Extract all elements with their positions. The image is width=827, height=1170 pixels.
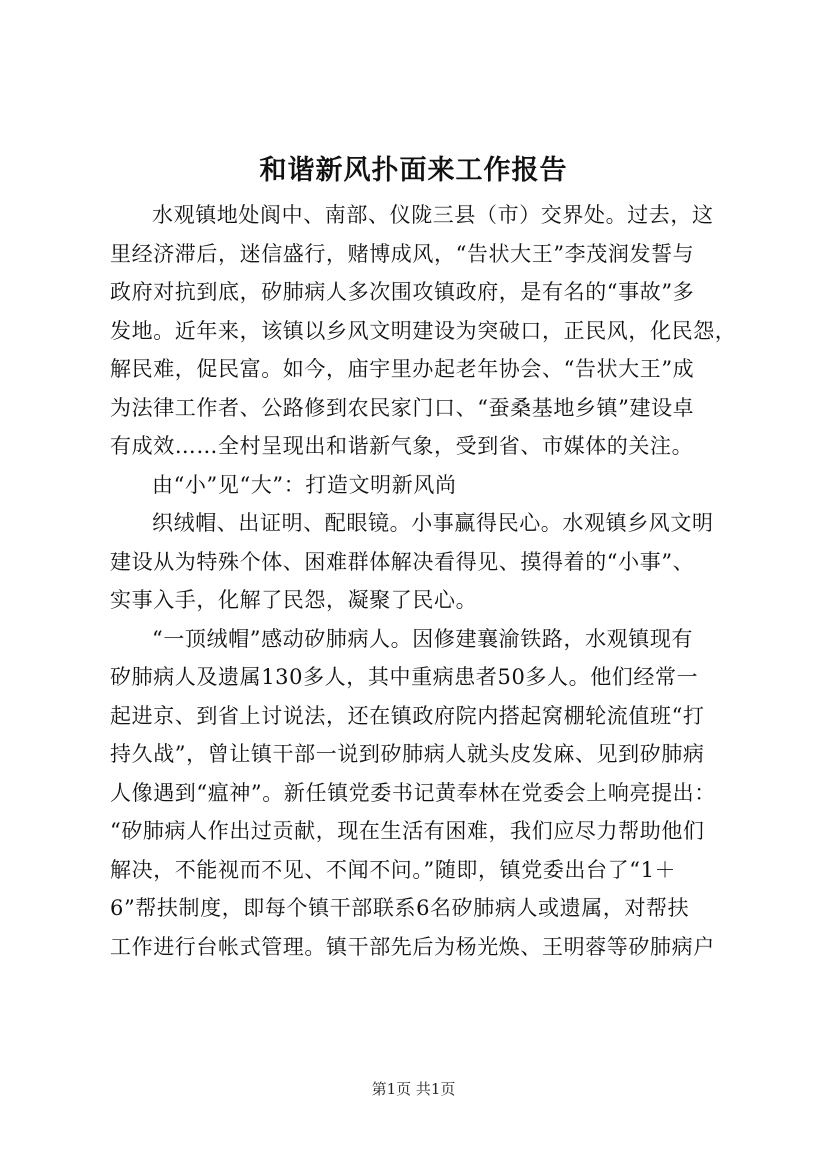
paragraph-line: 解决，不能视而不见、不闻不问。”随即，镇党委出台了“1＋	[110, 857, 677, 882]
paragraph-line: 持久战”，曾让镇干部一说到矽肺病人就头皮发麻、见到矽肺病	[110, 742, 705, 766]
paragraph-line: 有成效……全村呈现出和谐新气象，受到省、市媒体的关注。	[110, 434, 694, 458]
section-heading: 由“小”见“大”：打造文明新风尚	[152, 472, 457, 497]
paragraph-line: “一顶绒帽”感动矽肺病人。因修建襄渝铁路，水观镇现有	[152, 626, 694, 651]
paragraph-line: 为法律工作者、公路修到农民家门口、“蚕桑基地乡镇”建设卓	[110, 395, 695, 420]
paragraph-line: 建设从为特殊个体、困难群体解决看得见、摸得着的“小事”、	[110, 549, 695, 574]
paragraph-line: 解民难，促民富。如今，庙宇里办起老年协会、“告状大王”成	[110, 357, 695, 381]
document-body	[110, 196, 750, 966]
paragraph-line: 矽肺病人及遗属130多人，其中重病患者50多人。他们经常一	[110, 665, 699, 689]
paragraph-line: 织绒帽、出证明、配眼镜。小事赢得民心。水观镇乡风文明	[152, 511, 714, 535]
page-footer: 第1页 共1页	[371, 1080, 456, 1098]
paragraph-line: 水观镇地处阆中、南部、仪陇三县（市）交界处。过去，这	[152, 203, 714, 227]
paragraph-line: 工作进行台帐式管理。镇干部先后为杨光焕、王明蓉等矽肺病户	[110, 934, 715, 959]
paragraph-line: 政府对抗到底，矽肺病人多次围攻镇政府，是有名的“事故”多	[110, 280, 695, 304]
paragraph-line: 人像遇到“瘟神”。新任镇党委书记黄奉林在党委会上响亮提出：	[110, 780, 716, 805]
paragraph-line: 发地。近年来，该镇以乡风文明建设为突破口，正民风，化民怨，	[110, 318, 737, 343]
paragraph-line: 里经济滞后，迷信盛行，赌博成风，“告状大王”李茂润发誓与	[110, 241, 695, 266]
paragraph-line: “矽肺病人作出过贡献，现在生活有困难，我们应尽力帮助他们	[110, 819, 705, 843]
paragraph-line: 6”帮扶制度，即每个镇干部联系6名矽肺病人或遗属，对帮扶	[110, 896, 690, 920]
paragraph-line: 实事入手，化解了民怨，凝聚了民心。	[110, 588, 478, 612]
document-title: 和谐新风扑面来工作报告	[259, 155, 568, 186]
paragraph-line: 起进京、到省上讨说法，还在镇政府院内搭起窝棚轮流值班“打	[110, 703, 705, 728]
